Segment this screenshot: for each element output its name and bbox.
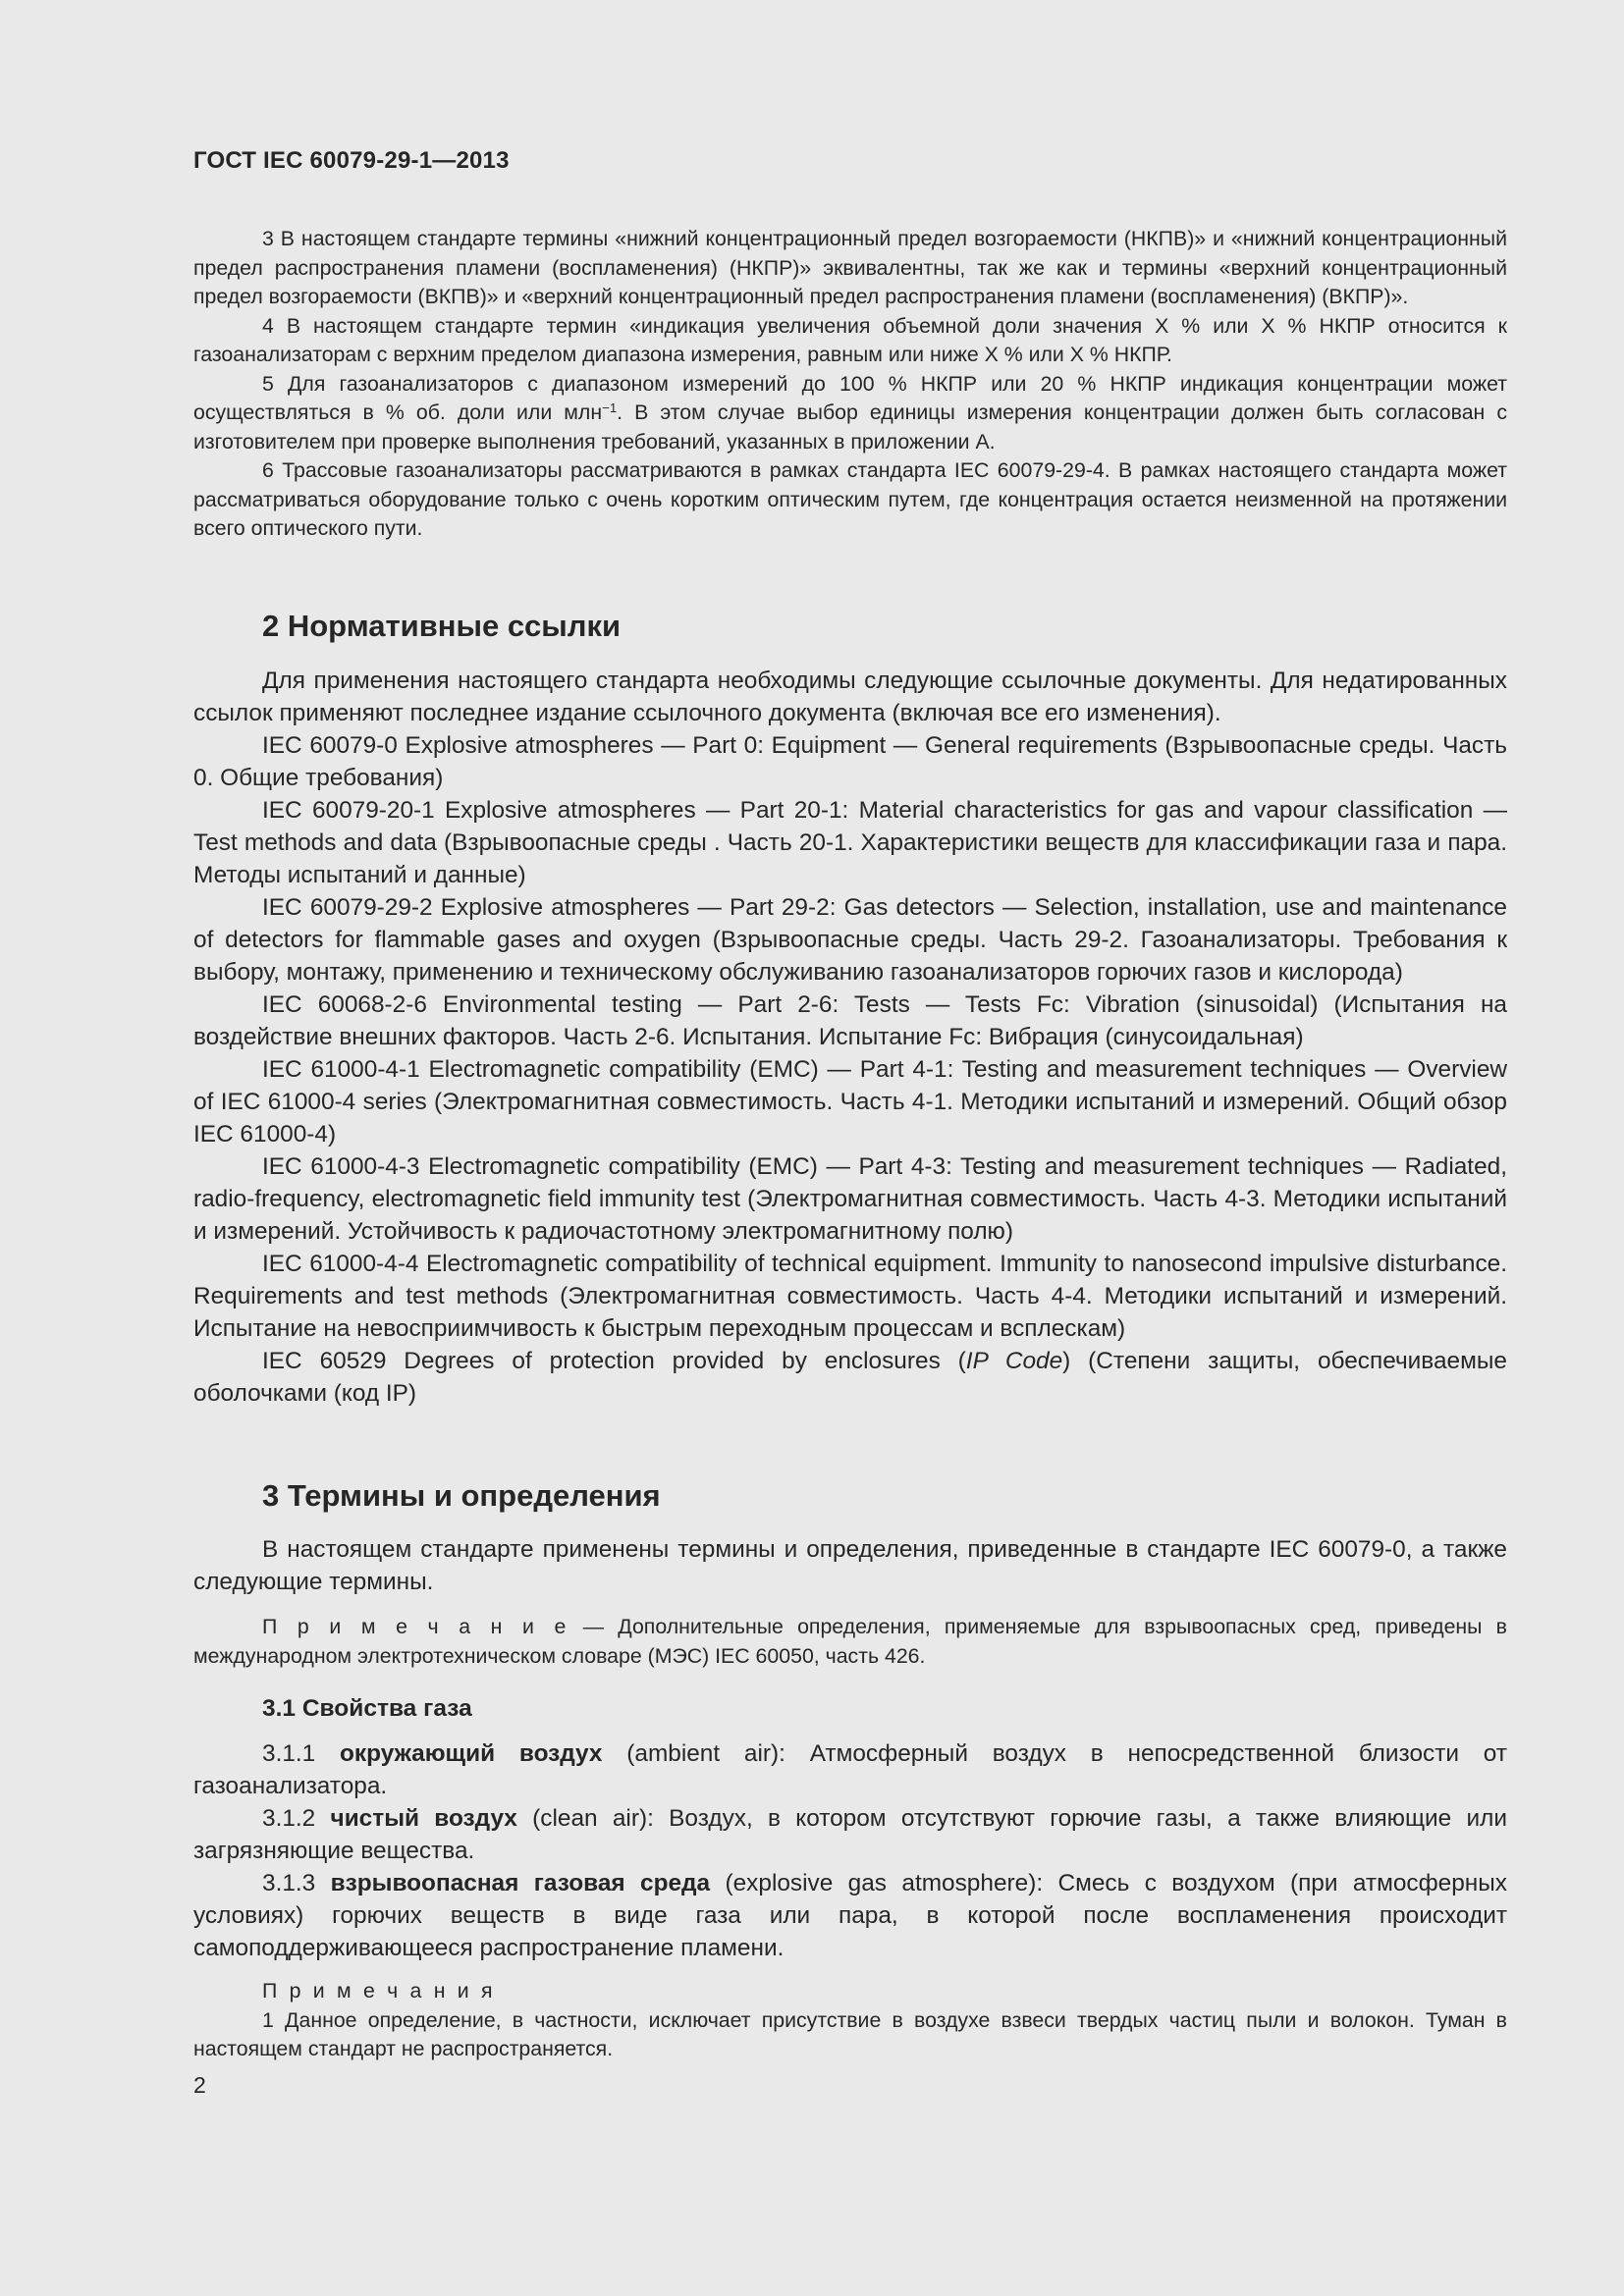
term-definition: (ambient air): Атмосферный воздух в непосредственной близости от газоанализатора. (193, 1740, 1507, 1799)
note-5-text-end: . В этом случае выбор единицы измерения концентрации должен быть согласован с изготовителем при проверке выполнения требований, указанных в приложении А. (193, 400, 1507, 454)
section-2-heading: 2 Нормативные ссылки (262, 609, 622, 643)
subsection-3-1-heading: 3.1 Свойства газа (262, 1695, 472, 1722)
section-3-note (193, 1613, 1507, 1671)
term-name: взрывоопасная газовая среда (330, 1870, 711, 1896)
section-3-heading: 3 Термины и определения (262, 1478, 661, 1513)
document-header: ГОСТ IEC 60079-29-1—2013 (193, 147, 510, 174)
note-5-text: 5 Для газоанализаторов с диапазоном измерений до 100 % НКПР или 20 % НКПР индикация концентрации может осуществляться в % об. доли или млн (193, 371, 1507, 424)
section-3-note-text (193, 1613, 1507, 1671)
term-definition: (explosive gas atmosphere): Смесь с воздухом (при атмосферных условиях) горючих веществ в виде газа или пара, в которой после воспламенения происходит самоподдерживающееся распространение пламени. (193, 1870, 1507, 1961)
term-definition: (clean air): Воздух, в котором отсутствуют горючие газы, а также влияющие или загрязняющие вещества. (193, 1805, 1507, 1864)
notes-item-1: 1 Данное определение, в частности, исключает присутствие в воздухе взвеси твердых частиц пыли и волокон. Туман в настоящем стандарт не распространяется. (193, 2007, 1507, 2060)
term-number: 3.1.1 (262, 1740, 341, 1767)
note-text: — Дополнительные определения, применяемые для взрывоопасных сред, приведены в международном электротехническом словаре (МЭС) IEC 60050, часть 426. (193, 1615, 1507, 1668)
section-2 (193, 607, 1507, 646)
reference-iec-60529-italic: IP Code (965, 1348, 1063, 1374)
term-number: 3.1.3 (262, 1870, 331, 1896)
note-5 (193, 370, 1507, 457)
notes-top (193, 225, 1507, 544)
section-3-intro (193, 1533, 1507, 1598)
page-number: 2 (193, 2072, 206, 2098)
notes-label: П р и м е ч а н и я (262, 1979, 496, 2002)
term-name: окружающий воздух (340, 1740, 603, 1767)
reference-iec-60079-0: IEC 60079-0 Explosive atmospheres — Part 0: Equipment — General requirements (Взрывоопасные среды. Часть 0. Общие требования) (193, 732, 1507, 791)
reference-iec-60529-text: IEC 60529 Degrees of protection provided by enclosures ( (262, 1348, 966, 1374)
terms-list (193, 1737, 1507, 1964)
term-3-1-3 (193, 1867, 1507, 1964)
section-3 (193, 1476, 1507, 1516)
reference-iec-60529-text-end: ) (Степени защиты, обеспечиваемые оболочками (код IP) (193, 1348, 1507, 1407)
term-notes (193, 1977, 1507, 2064)
subsection-3-1 (193, 1692, 1507, 1725)
section-3-intro-text: В настоящем стандарте применены термины и определения, приведенные в стандарте IEC 60079-0, а также следующие термины. (193, 1536, 1507, 1595)
reference-iec-60068-2-6: IEC 60068-2-6 Environmental testing — Part 2-6: Tests — Tests Fc: Vibration (sinusoidal) (Испытания на воздействие внешних факторов. Часть 2-6. Испытания. Испытание Fc: Вибрация (синусоидальная) (193, 991, 1507, 1050)
term-name: чистый воздух (330, 1805, 517, 1832)
note-6: 6 Трассовые газоанализаторы рассматриваются в рамках стандарта IEC 60079-29-4. В рамках настоящего стандарта может рассматриваться оборудование только с очень коротким оптическим путем, где концентрация остается неизменной на протяжении всего оптического пути. (193, 458, 1507, 540)
reference-iec-61000-4-1: IEC 61000-4-1 Electromagnetic compatibility (EMC) — Part 4-1: Testing and measurement techniques — Overview of IEC 61000-4 series (Электромагнитная совместимость. Часть 4-1. Методики испытаний и измерений. Общий обзор IEC 61000-4) (193, 1056, 1507, 1148)
section-2-body (193, 665, 1507, 1410)
note-label: П р и м е ч а н и е (262, 1615, 569, 1638)
reference-iec-60529 (193, 1345, 1507, 1410)
section-2-paragraph: Для применения настоящего стандарта необходимы следующие ссылочные документы. Для недатированных ссылок применяют последнее издание ссылочного документа (включая все его изменения). (193, 667, 1507, 726)
reference-iec-61000-4-4: IEC 61000-4-4 Electromagnetic compatibility of technical equipment. Immunity to nanosecond impulsive disturbance. Requirements and test methods (Электромагнитная совместимость. Часть 4-4. Методики испытаний и измерений. Испытание на невосприимчивость к быстрым переходным процессам и всплескам) (193, 1251, 1507, 1342)
note-4: 4 В настоящем стандарте термин «индикация увеличения объемной доли значения X % или X % НКПР относится к газоанализаторам с верхним пределом диапазона измерения, равным или ниже X % или X % НКПР. (193, 313, 1507, 366)
note-3: 3 В настоящем стандарте термины «нижний концентрационный предел возгораемости (НКПВ)» и «нижний концентрационный предел распространения пламени (воспламенения) (НКПР)» эквивалентны, так же как и термины «верхний концентрационный предел возгораемости (ВКПВ)» и «верхний концентрационный предел распространения пламени (воспламенения) (ВКПР)». (193, 227, 1507, 308)
reference-iec-61000-4-3: IEC 61000-4-3 Electromagnetic compatibility (EMC) — Part 4-3: Testing and measurement techniques — Radiated, radio-frequency, electromagnetic field immunity test (Электромагнитная совместимость. Часть 4-3. Методики испытаний и измерений. Устойчивость к радиочастотному электромагнитному полю) (193, 1153, 1507, 1245)
term-3-1-2 (193, 1802, 1507, 1867)
term-number: 3.1.2 (262, 1805, 331, 1832)
note-5-superscript: −1 (602, 400, 618, 415)
reference-iec-60079-20-1: IEC 60079-20-1 Explosive atmospheres — Part 20-1: Material characteristics for gas and vapour classification — Test methods and data (Взрывоопасные среды . Часть 20-1. Характеристики веществ для классификации газа и пара. Методы испытаний и данные) (193, 797, 1507, 888)
term-3-1-1 (193, 1737, 1507, 1802)
reference-iec-60079-29-2: IEC 60079-29-2 Explosive atmospheres — Part 29-2: Gas detectors — Selection, installation, use and maintenance of detectors for flammable gases and oxygen (Взрывоопасные среды. Часть 29-2. Газоанализаторы. Требования к выбору, монтажу, применению и техническому обслуживанию газоанализаторов горючих газов и кислорода) (193, 894, 1507, 986)
